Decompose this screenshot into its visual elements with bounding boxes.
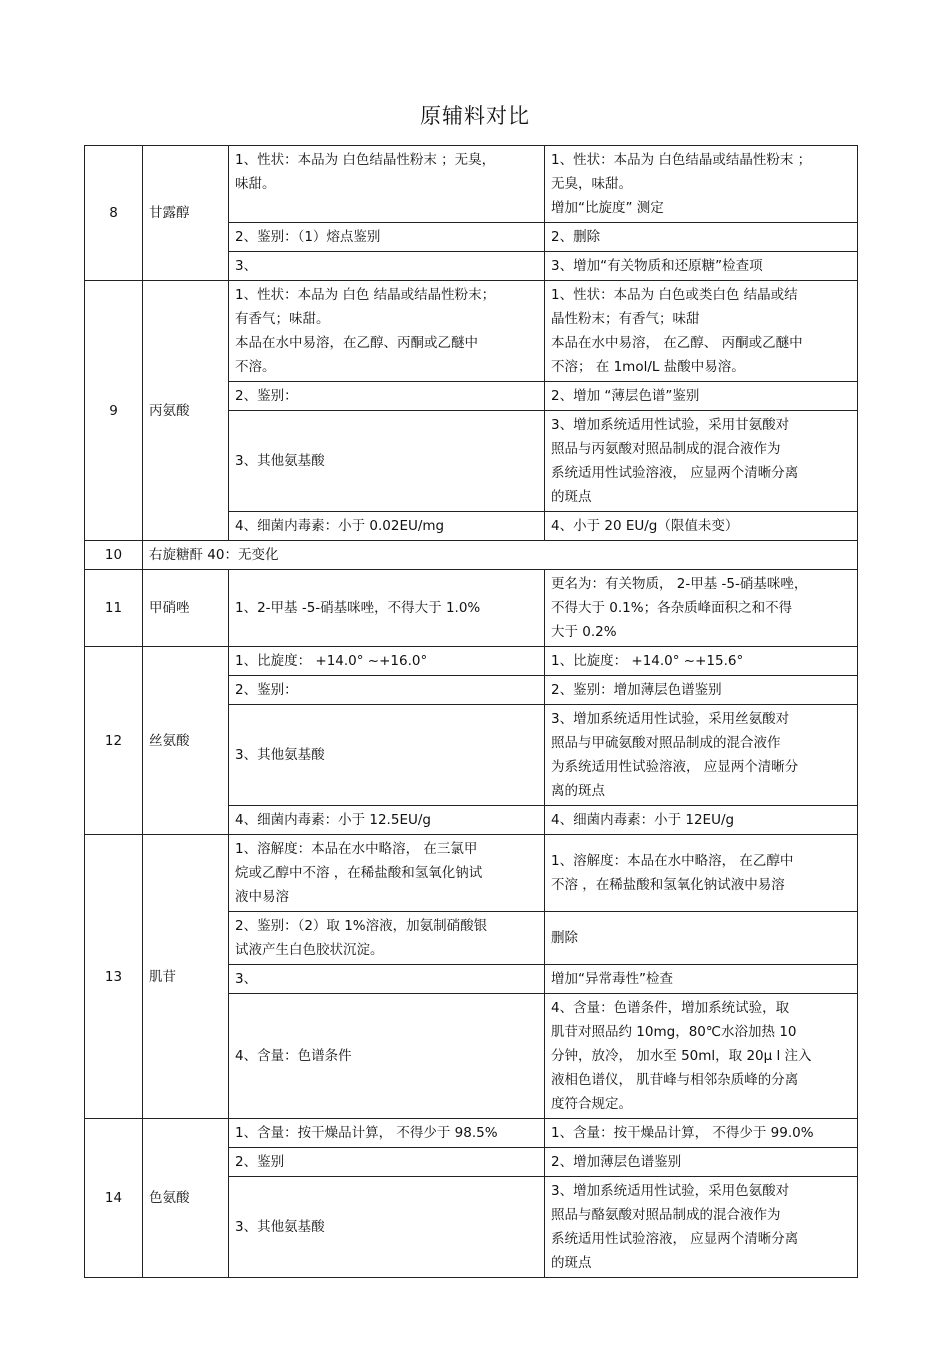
old-standard-cell: 3、 xyxy=(229,965,545,994)
old-standard-cell: 2、鉴别：（2）取 1%溶液，加氨制硝酸银 试液产生白色胶状沉淀。 xyxy=(229,912,545,965)
old-standard-cell: 2、鉴别：（1）熔点鉴别 xyxy=(229,223,545,252)
new-standard-cell: 4、小于 20 EU/g（限值未变） xyxy=(545,512,858,541)
new-standard-cell: 1、性状：本品为 白色或类白色 结晶或结 晶性粉末；有香气；味甜 本品在水中易溶， 在乙醇、 丙酮或乙醚中 不溶； 在 1mol/L 盐酸中易溶。 xyxy=(545,281,858,382)
row-number: 10 xyxy=(85,541,143,570)
new-standard-cell: 2、增加 “薄层色谱”鉴别 xyxy=(545,382,858,411)
new-standard-cell: 4、细菌内毒素：小于 12EU/g xyxy=(545,806,858,835)
old-standard-cell: 2、鉴别： xyxy=(229,676,545,705)
new-standard-cell: 4、含量：色谱条件，增加系统试验，取 肌苷对照品约 10mg，80℃水浴加热 10 分钟，放冷， 加水至 50ml，取 20μ l 注入 液相色谱仪， 肌苷峰与相邻杂质峰的分离 度符合规定。 xyxy=(545,994,858,1119)
material-name: 肌苷 xyxy=(143,835,229,1119)
old-standard-cell: 4、细菌内毒素：小于 12.5EU/g xyxy=(229,806,545,835)
new-standard-cell: 1、比旋度： +14.0° ~+15.6° xyxy=(545,647,858,676)
material-name: 丙氨酸 xyxy=(143,281,229,541)
new-standard-cell: 1、溶解度：本品在水中略溶， 在乙醇中 不溶 ，在稀盐酸和氢氧化钠试液中易溶 xyxy=(545,835,858,912)
new-standard-cell: 2、删除 xyxy=(545,223,858,252)
old-standard-cell: 1、性状：本品为 白色结晶性粉末 ；无臭， 味甜。 xyxy=(229,146,545,223)
table-row xyxy=(85,146,858,223)
row-number: 9 xyxy=(85,281,143,541)
comparison-table xyxy=(84,145,858,1278)
page-title: 原辅料对比 xyxy=(420,104,530,128)
old-standard-cell: 1、溶解度：本品在水中略溶， 在三氯甲 烷或乙醇中不溶 ，在稀盐酸和氢氧化钠试 液中易溶 xyxy=(229,835,545,912)
material-name: 色氨酸 xyxy=(143,1119,229,1278)
old-standard-cell: 3、其他氨基酸 xyxy=(229,705,545,806)
material-name: 甘露醇 xyxy=(143,146,229,281)
row-number: 11 xyxy=(85,570,143,647)
new-standard-cell: 2、增加薄层色谱鉴别 xyxy=(545,1148,858,1177)
new-standard-cell: 增加“异常毒性”检查 xyxy=(545,965,858,994)
old-standard-cell: 3、 xyxy=(229,252,545,281)
row-number: 14 xyxy=(85,1119,143,1278)
new-standard-cell: 2、鉴别：增加薄层色谱鉴别 xyxy=(545,676,858,705)
old-standard-cell: 1、性状：本品为 白色 结晶或结晶性粉末； 有香气；味甜。 本品在水中易溶，在乙醇、丙酮或乙醚中 不溶。 xyxy=(229,281,545,382)
new-standard-cell: 删除 xyxy=(545,912,858,965)
old-standard-cell: 3、其他氨基酸 xyxy=(229,1177,545,1278)
old-standard-cell: 4、含量：色谱条件 xyxy=(229,994,545,1119)
table-row xyxy=(85,570,858,647)
table-row xyxy=(85,541,858,570)
row-number: 13 xyxy=(85,835,143,1119)
old-standard-cell: 4、细菌内毒素：小于 0.02EU/mg xyxy=(229,512,545,541)
new-standard-cell: 3、增加系统适用性试验，采用色氨酸对 照品与酪氨酸对照品制成的混合液作为 系统适用性试验溶液， 应显两个清晰分离 的斑点 xyxy=(545,1177,858,1278)
new-standard-cell: 1、性状：本品为 白色结晶或结晶性粉末 ； 无臭，味甜。 增加“比旋度” 测定 xyxy=(545,146,858,223)
material-note: 右旋糖酐 40：无变化 xyxy=(143,541,858,570)
old-standard-cell: 1、含量：按干燥品计算， 不得少于 98.5% xyxy=(229,1119,545,1148)
old-standard-cell: 1、比旋度： +14.0° ~+16.0° xyxy=(229,647,545,676)
table-row xyxy=(85,647,858,676)
row-number: 8 xyxy=(85,146,143,281)
new-standard-cell: 更名为：有关物质， 2-甲基 -5-硝基咪唑， 不得大于 0.1%；各杂质峰面积之和不得 大于 0.2% xyxy=(545,570,858,647)
new-standard-cell: 3、增加系统适用性试验，采用丝氨酸对 照品与甲硫氨酸对照品制成的混合液作 为系统适用性试验溶液， 应显两个清晰分 离的斑点 xyxy=(545,705,858,806)
old-standard-cell: 3、其他氨基酸 xyxy=(229,411,545,512)
old-standard-cell: 1、2-甲基 -5-硝基咪唑，不得大于 1.0% xyxy=(229,570,545,647)
old-standard-cell: 2、鉴别： xyxy=(229,382,545,411)
material-name: 丝氨酸 xyxy=(143,647,229,835)
old-standard-cell: 2、鉴别 xyxy=(229,1148,545,1177)
table-row xyxy=(85,835,858,912)
material-name: 甲硝唑 xyxy=(143,570,229,647)
new-standard-cell: 1、含量：按干燥品计算， 不得少于 99.0% xyxy=(545,1119,858,1148)
table-row xyxy=(85,281,858,382)
row-number: 12 xyxy=(85,647,143,835)
table-row xyxy=(85,1119,858,1148)
new-standard-cell: 3、增加系统适用性试验，采用甘氨酸对 照品与丙氨酸对照品制成的混合液作为 系统适用性试验溶液， 应显两个清晰分离 的斑点 xyxy=(545,411,858,512)
new-standard-cell: 3、增加“有关物质和还原糖”检查项 xyxy=(545,252,858,281)
